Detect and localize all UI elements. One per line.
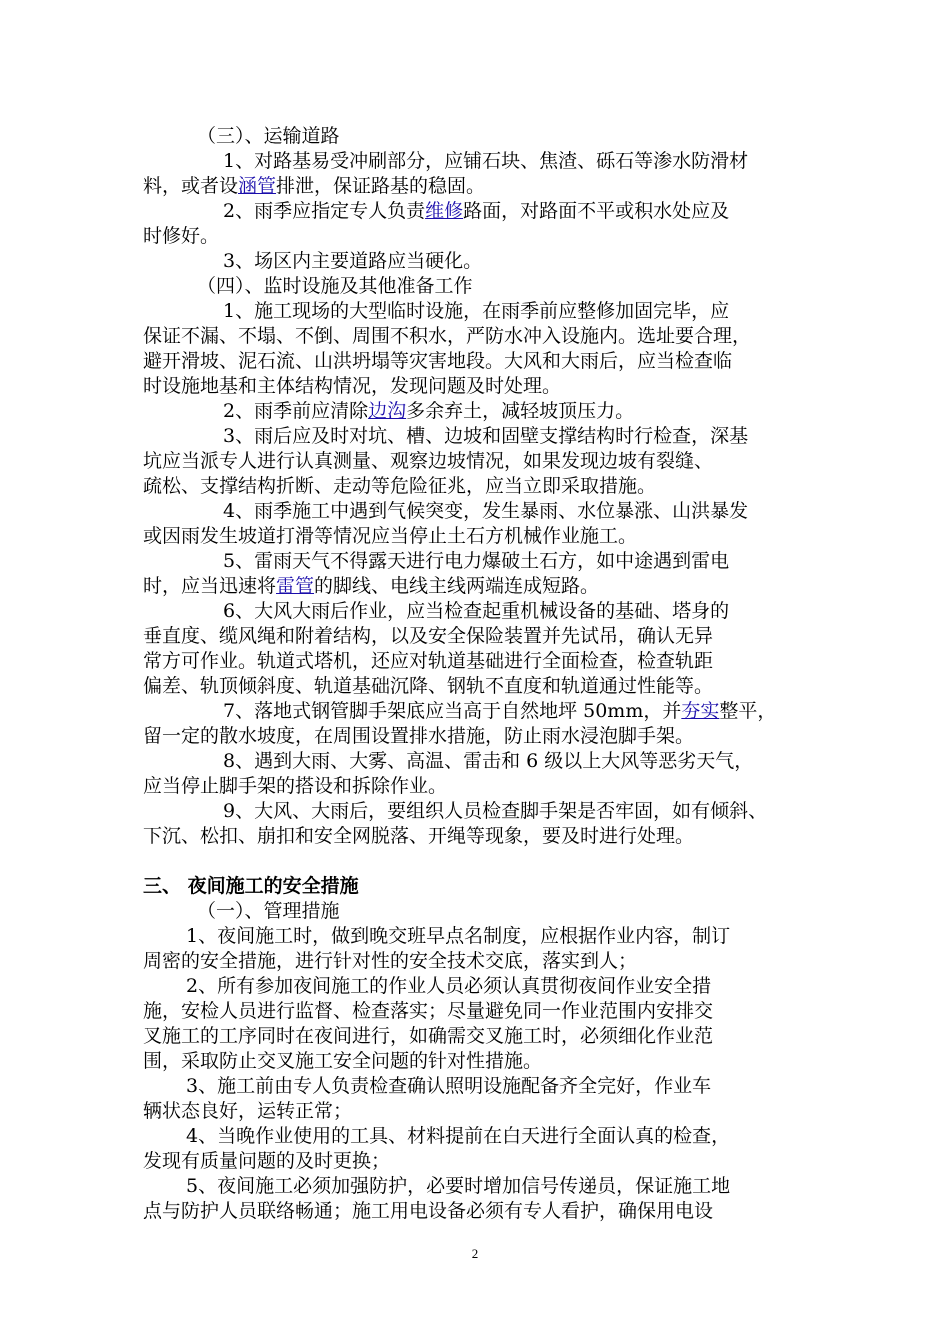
paragraph-line: 料，或者设涵管排泄，保证路基的稳固。 xyxy=(143,175,486,197)
detonator-link[interactable]: 雷管 xyxy=(276,575,315,597)
paragraph-line: 时修好。 xyxy=(143,225,220,247)
paragraph-line: 1、对路基易受冲刷部分，应铺石块、焦渣、砾石等渗水防滑材 xyxy=(223,150,749,172)
paragraph-line: 发现有质量问题的及时更换； xyxy=(143,1150,391,1172)
paragraph-line: 应当停止脚手架的搭设和拆除作业。 xyxy=(143,775,448,797)
paragraph-line: 或因雨发生坡道打滑等情况应当停止土石方机械作业施工。 xyxy=(143,525,638,547)
paragraph-line: 施，安检人员进行监督、检查落实；尽量避免同一作业范围内安排交 xyxy=(143,1000,714,1022)
paragraph-line: 2、雨季前应清除边沟多余弃土，减轻坡顶压力。 xyxy=(223,400,635,422)
subsection-heading: （一）、管理措施 xyxy=(197,900,340,922)
paragraph-line: 时，应当迅速将雷管的脚线、电线主线两端连成短路。 xyxy=(143,575,600,597)
side-ditch-link[interactable]: 边沟 xyxy=(368,400,407,422)
paragraph-line: 围，采取防止交叉施工安全问题的针对性措施。 xyxy=(143,1050,543,1072)
paragraph-line: 下沉、松扣、崩扣和安全网脱落、开绳等现象，要及时进行处理。 xyxy=(143,825,695,847)
culvert-link[interactable]: 涵管 xyxy=(238,175,277,197)
page-number: 2 xyxy=(471,1246,479,1261)
paragraph-line: 周密的安全措施，进行针对性的安全技术交底，落实到人； xyxy=(143,950,638,972)
subsection-heading: （四）、监时设施及其他准备工作 xyxy=(197,275,473,297)
paragraph-line: 4、当晚作业使用的工具、材料提前在白天进行全面认真的检查， xyxy=(186,1125,731,1147)
paragraph-line: 时设施地基和主体结构情况，发现问题及时处理。 xyxy=(143,375,562,397)
paragraph-line: 5、夜间施工必须加强防护，必要时增加信号传递员，保证施工地 xyxy=(186,1175,731,1197)
subsection-heading: （三）、运输道路 xyxy=(197,125,340,147)
paragraph-line: 1、施工现场的大型临时设施，在雨季前应整修加固完毕，应 xyxy=(223,300,730,322)
maintenance-link[interactable]: 维修 xyxy=(425,200,464,222)
paragraph-line: 7、落地式钢管脚手架底应当高于自然地坪 50mm，并夯实整平， xyxy=(223,700,777,722)
paragraph-line: 3、场区内主要道路应当硬化。 xyxy=(223,250,483,272)
paragraph-line: 9、大风、大雨后，要组织人员检查脚手架是否牢固，如有倾斜、 xyxy=(223,800,768,822)
paragraph-line: 6、大风大雨后作业，应当检查起重机械设备的基础、塔身的 xyxy=(223,600,730,622)
paragraph-line: 偏差、轨顶倾斜度、轨道基础沉降、钢轨不直度和轨道通过性能等。 xyxy=(143,675,714,697)
paragraph-line: 叉施工的工序同时在夜间进行，如确需交叉施工时，必须细化作业范 xyxy=(143,1025,714,1047)
paragraph-line: 3、雨后应及时对坑、槽、边坡和固壁支撑结构时行检查，深基 xyxy=(223,425,749,447)
paragraph-line: 5、雷雨天气不得露天进行电力爆破土石方，如中途遇到雷电 xyxy=(223,550,730,572)
paragraph-line: 2、雨季应指定专人负责维修路面，对路面不平或积水处应及 xyxy=(223,200,730,222)
paragraph-line: 疏松、支撑结构折断、走动等危险征兆，应当立即采取措施。 xyxy=(143,475,657,497)
paragraph-line: 留一定的散水坡度，在周围设置排水措施，防止雨水浸泡脚手架。 xyxy=(143,725,695,747)
section-heading: 三、 夜间施工的安全措施 xyxy=(143,875,359,897)
paragraph-line: 垂直度、缆风绳和附着结构，以及安全保险装置并先试吊，确认无异 xyxy=(143,625,714,647)
paragraph-line: 点与防护人员联络畅通；施工用电设备必须有专人看护，确保用电设 xyxy=(143,1200,714,1222)
paragraph-line: 常方可作业。轨道式塔机，还应对轨道基础进行全面检查，检查轨距 xyxy=(143,650,714,672)
paragraph-line: 4、雨季施工中遇到气候突变，发生暴雨、水位暴涨、山洪暴发 xyxy=(223,500,749,522)
paragraph-line: 1、夜间施工时，做到晚交班早点名制度，应根据作业内容，制订 xyxy=(186,925,731,947)
compaction-link[interactable]: 夯实 xyxy=(681,700,720,722)
paragraph-line: 8、遇到大雨、大雾、高温、雷击和 6 级以上大风等恶劣天气， xyxy=(223,750,754,772)
paragraph-line: 辆状态良好，运转正常； xyxy=(143,1100,353,1122)
paragraph-line: 2、所有参加夜间施工的作业人员必须认真贯彻夜间作业安全措 xyxy=(186,975,712,997)
paragraph-line: 避开滑坡、泥石流、山洪坍塌等灾害地段。大风和大雨后，应当检查临 xyxy=(143,350,733,372)
paragraph-line: 坑应当派专人进行认真测量、观察边坡情况，如果发现边坡有裂缝、 xyxy=(143,450,714,472)
paragraph-line: 保证不漏、不塌、不倒、周围不积水，严防水冲入设施内。选址要合理， xyxy=(143,325,752,347)
paragraph-line: 3、施工前由专人负责检查确认照明设施配备齐全完好，作业车 xyxy=(186,1075,712,1097)
